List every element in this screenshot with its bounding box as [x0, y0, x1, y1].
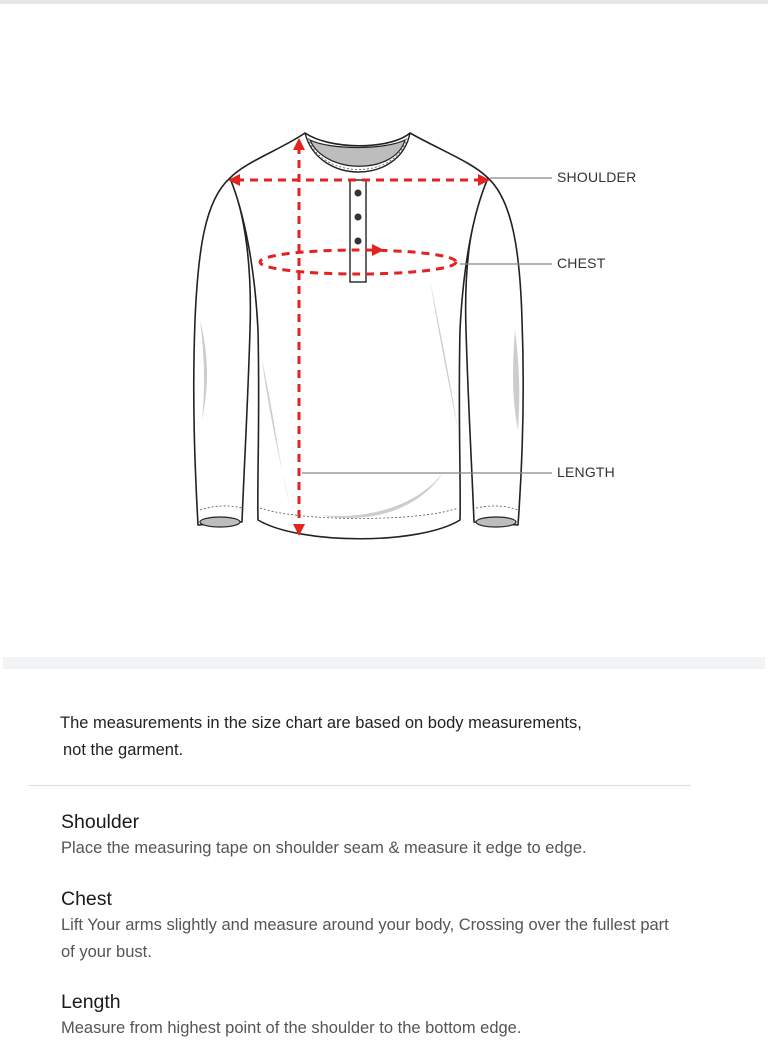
size-guide-diagram	[0, 4, 768, 656]
guide-item-length	[61, 989, 721, 1042]
callout-chest-label: CHEST	[557, 255, 606, 271]
guide-item-chest	[61, 886, 721, 966]
section-divider	[3, 657, 765, 669]
shirt-illustration	[0, 4, 768, 656]
guide-title: Shoulder	[61, 811, 140, 833]
guide-item-shoulder	[61, 809, 721, 862]
guide-description: Measure from highest point of the shoulder to the bottom edge.	[61, 1019, 522, 1037]
guide-title: Length	[61, 991, 121, 1013]
callout-length-label: LENGTH	[557, 464, 615, 480]
guide-title: Chest	[61, 888, 112, 910]
guide-description: Lift Your arms slightly and measure around your body, Crossing over the fullest part of your bust.	[61, 916, 669, 961]
callout-shoulder-label: SHOULDER	[557, 169, 637, 185]
note-line-2: not the garment.	[63, 741, 184, 759]
horizontal-rule	[28, 785, 691, 786]
measurement-note	[60, 710, 680, 764]
note-line-1: The measurements in the size chart are based on body measurements,	[60, 714, 582, 732]
guide-description: Place the measuring tape on shoulder seam & measure it edge to edge.	[61, 839, 587, 857]
